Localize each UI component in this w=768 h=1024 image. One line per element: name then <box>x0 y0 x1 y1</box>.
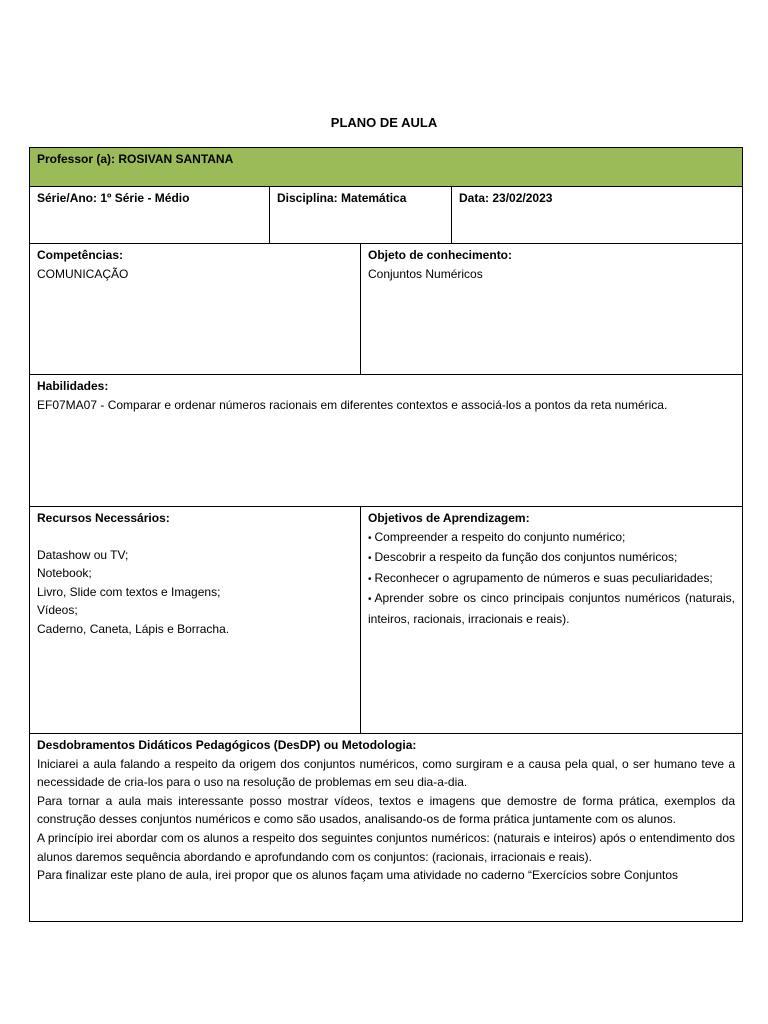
recursos-item: Notebook; <box>37 566 92 581</box>
metodologia-paragraph: Para finalizar este plano de aula, irei propor que os alunos façam uma atividade no caderno “Exercícios sobre Conjuntos <box>37 868 679 883</box>
disciplina-value: Matemática <box>341 191 407 205</box>
habilidades-cell <box>29 374 743 507</box>
objeto-value: Conjuntos Numéricos <box>368 266 483 281</box>
bullet-icon: • <box>368 594 372 606</box>
data-cell <box>451 186 743 244</box>
professor-value: ROSIVAN SANTANA <box>118 152 234 166</box>
disciplina-cell <box>269 186 452 244</box>
recursos-item: Caderno, Caneta, Lápis e Borracha. <box>37 621 230 636</box>
objetivos-item: • Compreender a respeito do conjunto numérico; <box>368 529 626 544</box>
competencias-value: COMUNICAÇÃO <box>37 266 129 281</box>
bullet-icon: • <box>368 532 372 544</box>
disciplina-label: Disciplina: <box>277 191 338 205</box>
objeto-label: Objeto de conhecimento: <box>368 248 513 262</box>
recursos-label: Recursos Necessários: <box>37 511 170 525</box>
document-title: PLANO DE AULA <box>330 115 438 130</box>
metodologia-cell <box>29 733 743 922</box>
recursos-item: Vídeos; <box>37 603 78 618</box>
metodologia-paragraph: Iniciarei a aula falando a respeito da origem dos conjuntos numéricos, como surgiram e a causa pela qual, o ser humano teve a necessidade de cria-los para o uso na resolução de problemas em seu dia-a-dia. <box>37 756 735 790</box>
serie-value: 1º Série - Médio <box>100 191 190 205</box>
bullet-icon: • <box>368 573 372 585</box>
habilidades-label: Habilidades: <box>37 379 109 393</box>
competencias-cell <box>29 243 361 375</box>
metodologia-paragraph: Para tornar a aula mais interessante posso mostrar vídeos, textos e imagens que demostre de forma prática, exemplos da construção desses conjuntos numéricos e como são usados, analisando-os de forma prática juntamente com os alunos. <box>37 793 735 827</box>
objeto-cell <box>360 243 743 375</box>
habilidades-value: EF07MA07 - Comparar e ordenar números racionais em diferentes contextos e associá-los a pontos da reta numérica. <box>37 397 668 412</box>
data-label: Data: <box>459 191 490 205</box>
objetivos-item: • Aprender sobre os cinco principais conjuntos numéricos (naturais, inteiros, racionais, irracionais e reais). <box>368 591 735 626</box>
data-value: 23/02/2023 <box>492 191 553 205</box>
objetivos-label: Objetivos de Aprendizagem: <box>368 511 530 525</box>
objetivos-item: • Reconhecer o agrupamento de números e suas peculiaridades; <box>368 570 713 585</box>
objetivos-cell <box>360 506 743 734</box>
recursos-cell <box>29 506 361 734</box>
serie-label: Série/Ano: <box>37 191 98 205</box>
metodologia-paragraph: A princípio irei abordar com os alunos a respeito dos seguintes conjuntos numéricos: (naturais e inteiros) após o entendimento dos alunos daremos sequência abordando e aprofundando com os conjuntos: (racionais, irracionais e reais). <box>37 830 735 864</box>
objetivos-item: • Descobrir a respeito da função dos conjuntos numéricos; <box>368 550 678 565</box>
serie-cell <box>29 186 270 244</box>
professor-cell <box>29 147 743 187</box>
recursos-item: Datashow ou TV; <box>37 547 129 562</box>
competencias-label: Competências: <box>37 248 124 262</box>
metodologia-label: Desdobramentos Didáticos Pedagógicos (DesDP) ou Metodologia: <box>37 738 417 752</box>
professor-label: Professor (a): <box>37 152 116 166</box>
recursos-item: Livro, Slide com textos e Imagens; <box>37 584 221 599</box>
bullet-icon: • <box>368 553 372 565</box>
